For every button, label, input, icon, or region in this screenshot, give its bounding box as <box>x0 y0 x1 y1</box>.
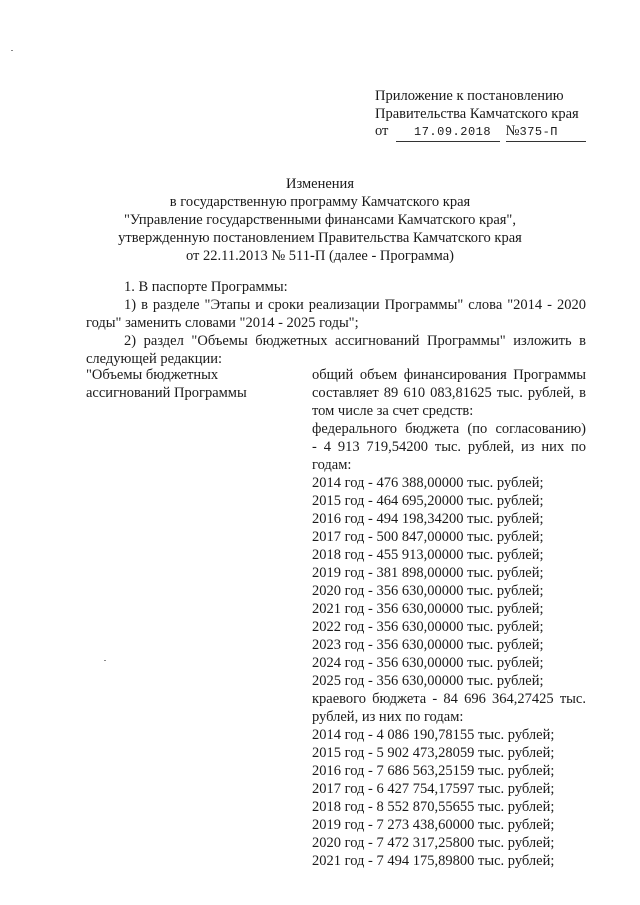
total-line-2: составляет 89 610 083,81625 тыс. рублей, в <box>312 385 586 401</box>
federal-year-row: 2024 год - 356 630,00000 тыс. рублей; <box>312 655 544 671</box>
appendix-line-2: Правительства Камчатского края <box>375 106 579 122</box>
regional-year-row: 2014 год - 4 086 190,78155 тыс. рублей; <box>312 727 555 743</box>
regional-line-1: краевого бюджета - 84 696 364,27425 тыс. <box>312 691 586 707</box>
paragraph-2-line-2: следующей редакции: <box>86 351 223 367</box>
federal-year-row: 2023 год - 356 630,00000 тыс. рублей; <box>312 637 544 653</box>
regional-year-row: 2019 год - 7 273 438,60000 тыс. рублей; <box>312 817 555 833</box>
federal-year-row: 2021 год - 356 630,00000 тыс. рублей; <box>312 601 544 617</box>
table-left-line-2: ассигнований Программы <box>86 385 247 401</box>
table-left-line-1: "Объемы бюджетных <box>86 367 219 383</box>
title-line-4: утвержденную постановлением Правительства Камчатского края <box>118 230 522 246</box>
federal-year-row: 2022 год - 356 630,00000 тыс. рублей; <box>312 619 544 635</box>
regional-line-2: рублей, из них по годам: <box>312 709 464 725</box>
scan-speck <box>11 50 13 51</box>
federal-line-2: - 4 913 719,54200 тыс. рублей, из них по <box>312 439 586 455</box>
regional-year-row: 2017 год - 6 427 754,17597 тыс. рублей; <box>312 781 555 797</box>
decree-number: 375-П <box>519 125 559 139</box>
federal-line-3: годам: <box>312 457 352 473</box>
title-line-2: в государственную программу Камчатского края <box>169 194 471 210</box>
federal-year-row: 2017 год - 500 847,00000 тыс. рублей; <box>312 529 544 545</box>
appendix-line-1: Приложение к постановлению <box>375 88 564 104</box>
decree-date: 17.09.2018 <box>414 125 492 139</box>
title-line-1: Изменения <box>286 176 354 192</box>
federal-year-row: 2020 год - 356 630,00000 тыс. рублей; <box>312 583 544 599</box>
paragraph-2-line-1: 2) раздел "Объемы бюджетных ассигнований Программы" изложить в <box>124 333 586 349</box>
section-heading: 1. В паспорте Программы: <box>124 279 288 295</box>
scan-speck <box>104 660 106 661</box>
title-line-3: "Управление государственными финансами Камчатского края", <box>124 212 516 228</box>
regional-year-row: 2018 год - 8 552 870,55655 тыс. рублей; <box>312 799 555 815</box>
regional-year-row: 2016 год - 7 686 563,25159 тыс. рублей; <box>312 763 555 779</box>
federal-year-row: 2015 год - 464 695,20000 тыс. рублей; <box>312 493 544 509</box>
appendix-date-line <box>375 122 586 142</box>
from-label: от <box>375 123 389 139</box>
total-line-1: общий объем финансирования Программы <box>312 367 586 383</box>
regional-year-row: 2020 год - 7 472 317,25800 тыс. рублей; <box>312 835 555 851</box>
regional-year-row: 2015 год - 5 902 473,28059 тыс. рублей; <box>312 745 555 761</box>
federal-year-row: 2014 год - 476 388,00000 тыс. рублей; <box>312 475 544 491</box>
federal-line-1: федерального бюджета (по согласованию) <box>312 421 586 437</box>
federal-year-row: 2016 год - 494 198,34200 тыс. рублей; <box>312 511 544 527</box>
number-label: № <box>505 123 520 139</box>
regional-year-row: 2021 год - 7 494 175,89800 тыс. рублей; <box>312 853 555 869</box>
federal-year-row: 2025 год - 356 630,00000 тыс. рублей; <box>312 673 544 689</box>
total-line-3: том числе за счет средств: <box>312 403 474 419</box>
federal-year-row: 2019 год - 381 898,00000 тыс. рублей; <box>312 565 544 581</box>
title-line-5: от 22.11.2013 № 511-П (далее - Программа) <box>185 248 455 264</box>
paragraph-1-line-2: годы" заменить словами "2014 - 2025 годы"; <box>86 315 359 331</box>
federal-year-row: 2018 год - 455 913,00000 тыс. рублей; <box>312 547 544 563</box>
paragraph-1-line-1: 1) в разделе "Этапы и сроки реализации Программы" слова "2014 - 2020 <box>124 297 586 313</box>
